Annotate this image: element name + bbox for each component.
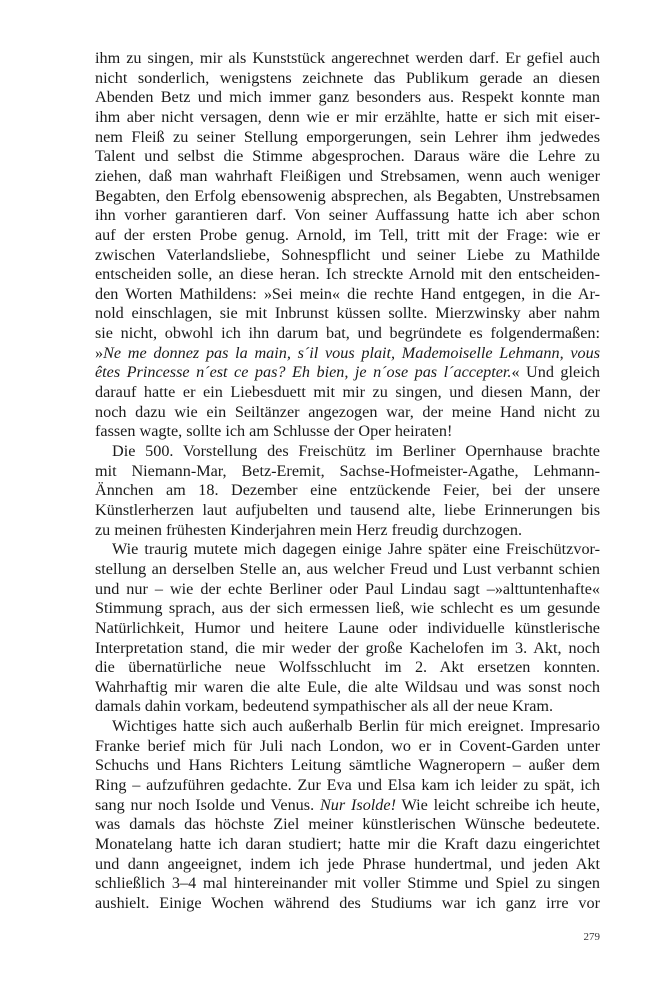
italic-text: êtes Princesse n´est ce pas? Eh bien, je n´ose pas l´accepter.: [95, 363, 512, 382]
text-segment: mit Niemann-Mar, Betz-Eremit, Sachse-Hofmeister-Agathe, Lehmann-: [95, 461, 600, 480]
text-segment: Ännchen am 18. Dezember eine entzückende Feier, bei der unsere: [95, 481, 600, 500]
italic-text: Nur Isolde!: [319, 795, 396, 814]
text-segment: sang nur noch Isolde und Venus.: [95, 795, 320, 814]
text-segment: was damals das höchste Ziel meiner künstlerischen Wünsche bedeutete.: [95, 815, 600, 834]
text-segment: « Und gleich: [511, 363, 600, 382]
text-segment: Abenden Betz und mich immer ganz besonders aus. Respekt konnte man: [95, 88, 600, 107]
text-segment: Ring – aufzuführen gedachte. Zur Eva und Elsa kam ich leider zu spät, ich: [95, 776, 600, 795]
text-segment: ihm aber nicht versagen, denn wie er mir erzählte, hatte er sich mit eiser-: [95, 107, 600, 126]
text-segment: zwischen Vaterlandsliebe, Sohnespflicht und seiner Liebe zu Mathilde: [95, 245, 600, 264]
text-segment: Interpretation stand, die mir weder der große Kachelofen im 3. Akt, noch: [95, 638, 600, 657]
text-segment: Talent und selbst die Stimme abgesprochen. Daraus wäre die Lehre zu: [95, 147, 600, 166]
text-segment: auf der ersten Probe genug. Arnold, im Tell, tritt mit der Frage: wie er: [95, 225, 600, 244]
text-segment: entscheiden solle, an diese heran. Ich streckte Arnold mit den entscheiden-: [95, 265, 600, 284]
text-segment: darauf hatte er ein Liebesduett mit mir zu singen, und diesen Mann, der: [95, 383, 600, 402]
text-segment: und nur – wie der echte Berliner oder Paul Lindau sagt –»alttuntenhafte«: [95, 579, 600, 598]
text-segment: aushielt. Einige Wochen während des Studiums war ich ganz irre vor: [95, 893, 600, 912]
text-segment: damals dahin vorkam, bedeutend sympathischer als all der neue Kram.: [95, 697, 554, 716]
text-segment: Künstlerherzen laut aufjubelten und tausend alte, liebe Erinnerungen bis: [95, 500, 600, 519]
text-segment: Wie leicht schreibe ich heute,: [395, 795, 600, 814]
text-segment: Franke berief mich für Juli nach London, wo er in Covent-Garden unter: [95, 736, 600, 755]
text-segment: Schuchs und Hans Richters Leitung sämtliche Wagneropern – außer dem: [95, 756, 600, 775]
text-segment: schließlich 3–4 mal hintereinander mit voller Stimme und Spiel zu singen: [95, 874, 600, 893]
text-segment: Begabten, den Erfolg ebensowenig absprechen, als Begabten, Unstrebsamen: [95, 186, 600, 205]
text-segment: nold einschlagen, sie mit Inbrunst küssen sollte. Mierzwinsky aber nahm: [95, 304, 600, 323]
text-segment: Wichtiges hatte sich auch außerhalb Berlin für mich ereignet. Impresario: [112, 717, 600, 736]
text-segment: zu meinen frühesten Kinderjahren mein Herz freudig durchzogen.: [95, 520, 522, 539]
text-segment: ziehen, daß man wahrhaft Fleißigen und Strebsamen, wenn auch weniger: [95, 166, 600, 185]
text-segment: ihm zu singen, mir als Kunststück angerechnet werden darf. Er gefiel auch: [95, 49, 600, 67]
text-segment: fassen wagte, sollte ich am Schlusse der Oper heiraten!: [95, 422, 453, 441]
text-segment: Wie traurig mutete mich dagegen einige Jahre später eine Freischützvor-: [112, 540, 600, 559]
text-segment: nicht sonderlich, wenigstens zeichnete das Publikum gerade an diesen: [95, 68, 600, 87]
text-segment: »: [95, 343, 104, 362]
text-segment: sie nicht, obwohl ich ihn darum bat, und begründete es folgendermaßen:: [95, 324, 600, 343]
text-segment: Wahrhaftig mir waren die alte Eule, die alte Wildsau und was sonst noch: [95, 677, 600, 696]
page-number: 279: [583, 931, 600, 943]
text-segment: ihn vorher garantieren darf. Von seiner Auffassung hatte ich aber schon: [95, 206, 600, 225]
text-segment: Monatelang hatte ich daran studiert; hatte mir die Kraft dazu eingerichtet: [95, 835, 600, 853]
text-segment: den Worten Mathildens: »Sei mein« die rechte Hand entgegen, in die Ar-: [95, 284, 600, 303]
text-segment: die übernatürliche neue Wolfsschlucht im 2. Akt ersetzen konnten.: [95, 658, 600, 677]
text-segment: und dann angeeignet, indem ich jede Phrase hundertmal, und jeden Akt: [95, 854, 600, 873]
italic-text: Ne me donnez pas la main, s´il vous plait, Mademoiselle Lehmann, vous: [103, 343, 600, 362]
text-segment: Stimmung sprach, aus der sich ermessen ließ, wie schlecht es um gesunde: [95, 599, 600, 618]
text-segment: noch dazu wie ein Seiltänzer angezogen war, der meine Hand nicht zu: [95, 402, 600, 421]
text-line: [95, 891, 600, 915]
text-segment: stellung an derselben Stelle an, aus welcher Freud und Lust verbannt schien: [95, 559, 600, 578]
text-segment: nem Fleiß zu seiner Stellung emporgerungen, sein Lehrer ihm jedwedes: [95, 127, 600, 146]
text-segment: Natürlichkeit, Humor und heitere Laune oder individuelle künstlerische: [95, 618, 600, 637]
text-segment: Die 500. Vorstellung des Freischütz im Berliner Opernhause brachte: [112, 442, 600, 460]
